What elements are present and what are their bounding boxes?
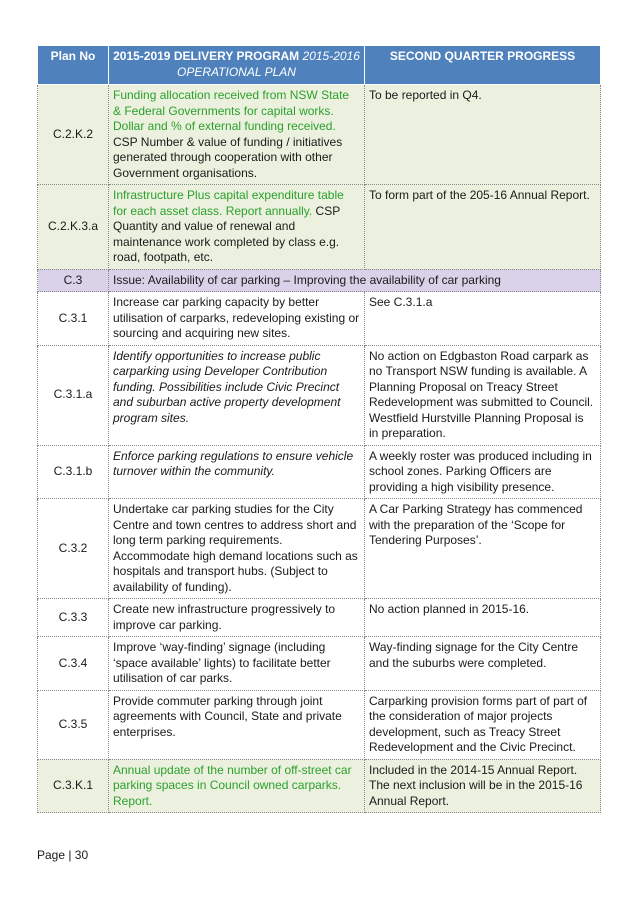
progress-text: No action planned in 2015-16.: [365, 599, 601, 637]
table-row: [38, 759, 601, 813]
kpi-text: Funding allocation received from NSW State & Federal Governments for capital works. Dollar and % of external funding received.: [113, 88, 350, 133]
header-second-quarter-progress: SECOND QUARTER PROGRESS: [365, 46, 601, 85]
kpi-text: Infrastructure Plus capital expenditure table for each asset class. Report annually.: [113, 188, 344, 218]
progress-text: No action on Edgbaston Road carpark as no Transport NSW funding is available. A Planning Proposal on Treacy Street Redevelopment was submitted to Council. Westfield Hurstville Planning Proposal is in preparation.: [365, 345, 601, 445]
progress-text: A Car Parking Strategy has commenced with the preparation of the ‘Scope for Tendering Purposes’.: [365, 499, 601, 599]
header-operational-plan: OPERATIONAL PLAN: [177, 64, 296, 79]
kpi-text: Annual update of the number of off-street car parking spaces in Council owned carparks. Report.: [113, 762, 352, 808]
plan-number: C.3.4: [38, 637, 109, 691]
progress-text: Carparking provision forms part of part of the consideration of major projects development, such as Treacy Street Redevelopment and the Civic Precinct.: [365, 690, 601, 759]
program-text: Provide commuter parking through joint agreements with Council, State and private enterprises.: [109, 690, 365, 759]
program-text: Identify opportunities to increase public carparking using Developer Contribution funding. Possibilities include Civic Precinct and suburban active property development program sites.: [109, 345, 365, 445]
page-footer: Page | 30: [37, 848, 89, 862]
plan-number: C.3.1.a: [38, 345, 109, 445]
program-text: Increase car parking capacity by better utilisation of carparks, redeveloping existing or sourcing and acquiring new sites.: [109, 292, 365, 346]
program-text: [109, 85, 365, 185]
progress-text: Included in the 2014-15 Annual Report. The next inclusion will be in the 2015-16 Annual Report.: [365, 759, 601, 813]
plan-number: C.3.3: [38, 599, 109, 637]
plan-number: C.3: [38, 269, 109, 292]
program-text: Improve ‘way-finding’ signage (including ‘space available’ lights) to facilitate better utilisation of car parks.: [109, 637, 365, 691]
table-row: [38, 185, 601, 270]
plan-number: C.2.K.2: [38, 85, 109, 185]
table-row: [38, 345, 601, 445]
table-header-row: [38, 46, 601, 85]
header-delivery-program-bold: 2015-2019 DELIVERY PROGRAM: [113, 49, 300, 63]
program-text: [109, 185, 365, 270]
plan-number: C.3.1.b: [38, 445, 109, 499]
table-row: [38, 85, 601, 185]
progress-text: Way-finding signage for the City Centre and the suburbs were completed.: [365, 637, 601, 691]
program-text: Enforce parking regulations to ensure vehicle turnover within the community.: [109, 445, 365, 499]
program-text: Undertake car parking studies for the City Centre and town centres to address short and long term parking requirements. Accommodate high demand locations such as hospitals and transport hubs. (Subject to availability of funding).: [109, 499, 365, 599]
csp-text: CSP Quantity and value of renewal and maintenance work completed by class e.g. road, footpath, etc.: [113, 203, 341, 264]
plan-number: C.3.1: [38, 292, 109, 346]
table-row: [38, 292, 601, 346]
csp-text: CSP Number & value of funding / initiatives generated through cooperation with other Government organisations.: [113, 134, 343, 180]
program-text: [109, 759, 365, 813]
table-row: [38, 599, 601, 637]
progress-text: See C.3.1.a: [365, 292, 601, 346]
delivery-program-table: [37, 45, 601, 813]
plan-number: C.3.2: [38, 499, 109, 599]
progress-text: To be reported in Q4.: [365, 85, 601, 185]
table-row: [38, 637, 601, 691]
progress-text: A weekly roster was produced including in school zones. Parking Officers are providing a high visibility presence.: [365, 445, 601, 499]
header-plan-no: Plan No: [38, 46, 109, 85]
header-delivery-program: [109, 46, 365, 85]
table-row: [38, 690, 601, 759]
progress-text: To form part of the 205-16 Annual Report.: [365, 185, 601, 270]
plan-number: C.2.K.3.a: [38, 185, 109, 270]
header-year: 2015-2016: [302, 49, 360, 63]
plan-number: C.3.K.1: [38, 759, 109, 813]
issue-text: Issue: Availability of car parking – Improving the availability of car parking: [109, 269, 601, 292]
program-text: Create new infrastructure progressively to improve car parking.: [109, 599, 365, 637]
table-row: [38, 445, 601, 499]
table-row: [38, 499, 601, 599]
issue-row: [38, 269, 601, 292]
plan-number: C.3.5: [38, 690, 109, 759]
